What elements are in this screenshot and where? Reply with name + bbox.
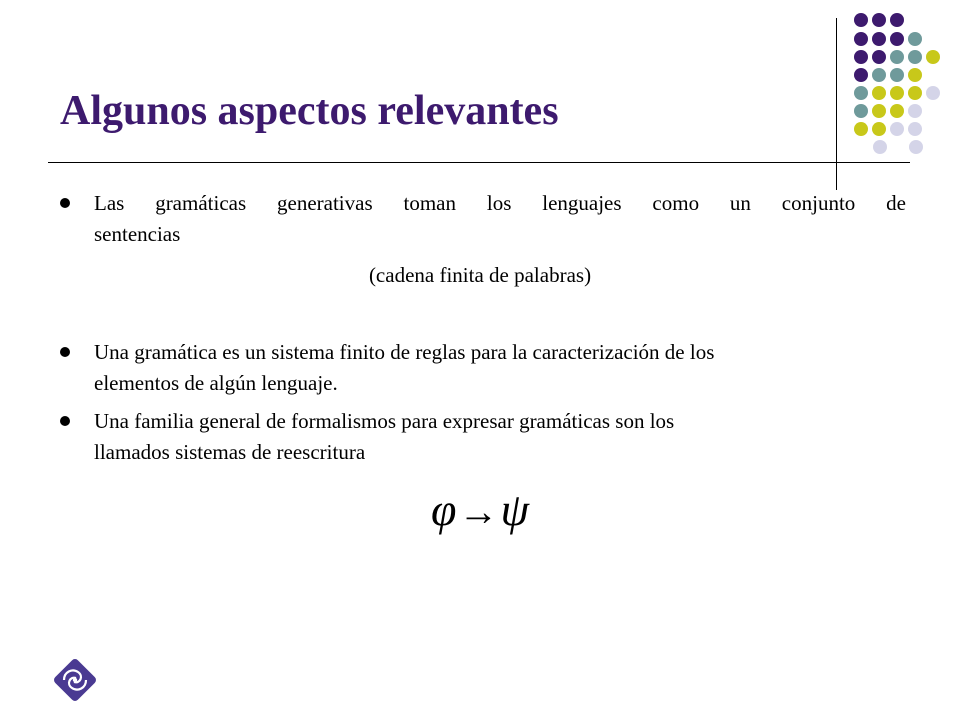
vertical-divider [836,18,837,190]
decor-dot [854,86,868,100]
bullet-3-line-2: llamados sistemas de reescritura [94,440,366,464]
decor-dot [854,104,868,118]
decor-dot [908,32,922,46]
decor-dot [890,13,904,27]
bullet-dot [60,198,70,208]
decor-dot [908,104,922,118]
decor-dot [854,13,868,27]
decor-dot [854,50,868,64]
bullet-dot [60,347,70,357]
rewrite-formula [0,480,960,542]
bullet-1-line-2: sentencias [94,222,181,246]
decor-dot [890,104,904,118]
decor-dot [854,122,868,136]
formula-phi: φ [430,484,457,535]
decor-dot [872,86,886,100]
decor-dot [908,68,922,82]
formula-arrow: → [458,489,499,534]
decor-dot [872,13,886,27]
decor-dot [908,50,922,64]
decor-dot [908,86,922,100]
decor-dot [890,68,904,82]
swirl-logo-icon [50,654,100,706]
decor-dot [890,32,904,46]
bullet-2-line-2: elementos de algún lenguaje. [94,371,338,395]
bullet-dot [60,416,70,426]
bullet-2-line-1: Una gramática es un sistema finito de reglas para la caracterización de los [94,340,715,364]
decor-dot [873,140,887,154]
decor-dot [872,32,886,46]
bullet-3-line-1: Una familia general de formalismos para expresar gramáticas son los [94,409,675,433]
decor-dot [890,50,904,64]
bullet-1-line-1: Las gramáticas generativas toman los lenguajes como un conjunto de [94,191,906,215]
horizontal-divider [48,162,910,163]
decor-dot [926,50,940,64]
decor-dot [854,68,868,82]
decor-dot [872,68,886,82]
decor-dot [908,122,922,136]
decor-dot [909,140,923,154]
decor-dot [854,32,868,46]
formula-psi: ψ [500,484,530,535]
slide-title: Algunos aspectos relevantes [60,88,559,134]
decor-dot [872,50,886,64]
bullet-1-subline: (cadena finita de palabras) [368,263,592,287]
decor-dot [926,86,940,100]
decor-dot [890,86,904,100]
decor-dot [890,122,904,136]
decor-dot [872,104,886,118]
decor-dot [872,122,886,136]
